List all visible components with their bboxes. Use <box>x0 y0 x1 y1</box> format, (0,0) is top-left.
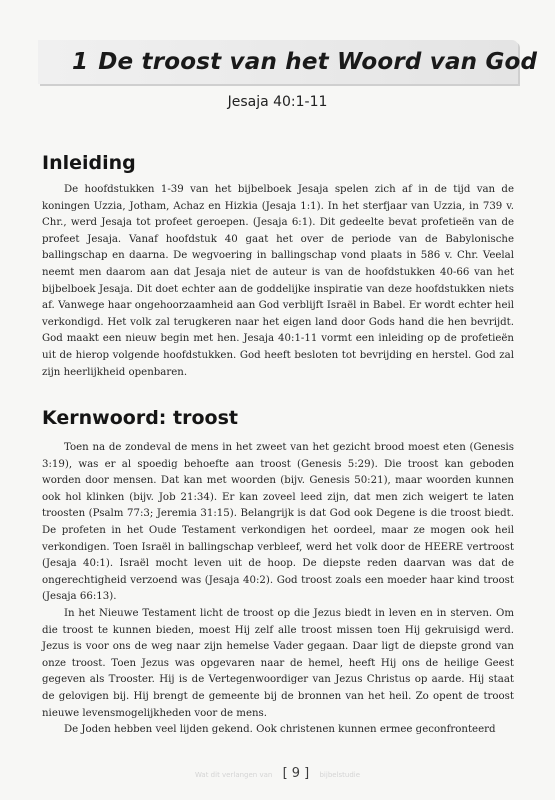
paragraph: Toen na de zondeval de mens in het zweet van het gezicht brood moest eten (Genesis 3:19), was er al spoedig behoefte aan troost (Genesis 5:29). Die troost kan geboden worden door mensen. Dat kan met woorden (bijv. Genesis 50:21), maar woorden kunnen ook hol klinken (bijv. Job 21:34). Er kan zoveel leed zijn, dat men zich weigert te laten troosten (Psalm 77:3; Jeremia 31:15). Belangrijk is dat God ook Degene is die troost biedt. De profeten in het Oude Testament verkondigen het oordeel, maar ze mogen ook heil verkondigen. Toen Israël in ballingschap verbleef, werd het volk door de HEERE vertroost (Jesaja 40:1). Israël mocht leven uit de hoop. De diepste reden daarvan was dat de ongerechtigheid verzoend was (Jesaja 40:2). God troost zoals een moeder haar kind troost (Jesaja 66:13). <box>42 442 514 603</box>
scripture-reference: Jesaja 40:1-11 <box>227 94 328 110</box>
paragraph: In het Nieuwe Testament licht de troost op die Jezus biedt in leven en in sterven. Om die troost te kunnen bieden, moest Hij zelf alle troost missen toen Hij gekruisigd werd. Jezus is voor ons de weg naar zijn hemelse Vader gegaan. Daar ligt de diepste grond van onze troost. Toen Jezus was opgevaren naar de hemel, heeft Hij ons de heilige Geest gegeven als Trooster. Hij is de Vertegenwoordiger van Jezus Christus op aarde. Hij staat de gelovigen bij. Hij brengt de gemeente bij de bronnen van het heil. Zo opent de troost nieuwe levensmogelijkheden voor de mens. <box>42 607 514 719</box>
footer-left-text: Wat dit verlangen van <box>194 771 273 779</box>
chapter-number: 1 <box>72 49 89 75</box>
page-footer <box>0 766 555 781</box>
page-number: [ 9 ] <box>282 766 310 781</box>
chapter-title-text: De troost van het Woord van God <box>98 49 538 75</box>
paragraph: De Joden hebben veel lijden gekend. Ook christenen kunnen ermee geconfronteerd <box>64 724 496 736</box>
footer-right-text: bijbelstudie <box>319 771 361 779</box>
section-heading: Inleiding <box>42 152 136 174</box>
chapter-title-bar <box>38 40 538 84</box>
section-inleiding <box>42 152 514 381</box>
section-heading: Kernwoord: troost <box>42 407 238 429</box>
section-kernwoord <box>42 407 514 739</box>
paragraph: De hoofdstukken 1-39 van het bijbelboek Jesaja spelen zich af in de tijd van de koningen Uzzia, Jotham, Achaz en Hizkia (Jesaja 1:1). In het sterfjaar van Uzzia, in 739 v. Chr., werd Jesaja tot profeet geroepen. (Jesaja 6:1). Dit gedeelte bevat profetieën van de profeet Jesaja. Vanaf hoofdstuk 40 gaat het over de periode van de Babylonische ballingschap en daarna. De wegvoering in ballingschap vond plaats in 586 v. Chr. Veelal neemt men daarom aan dat Jesaja niet de auteur is van de hoofdstukken 40-66 van het bijbelboek Jesaja. Dit doet echter aan de goddelijke inspiratie van deze hoofdstukken niets af. Vanwege haar ongehoorzaamheid aan God verblijft Israël in Babel. Er wordt echter heil verkondigd. Het volk zal terugkeren naar het eigen land door Gods hand die hen bevrijdt. God maakt een nieuw begin met hen. Jesaja 40:1-11 vormt een inleiding op de profetieën uit de hierop volgende hoofdstukken. God heeft besloten tot bevrijding en herstel. God zal zijn heerlijkheid openbaren. <box>42 184 514 378</box>
chapter-title <box>38 40 538 84</box>
